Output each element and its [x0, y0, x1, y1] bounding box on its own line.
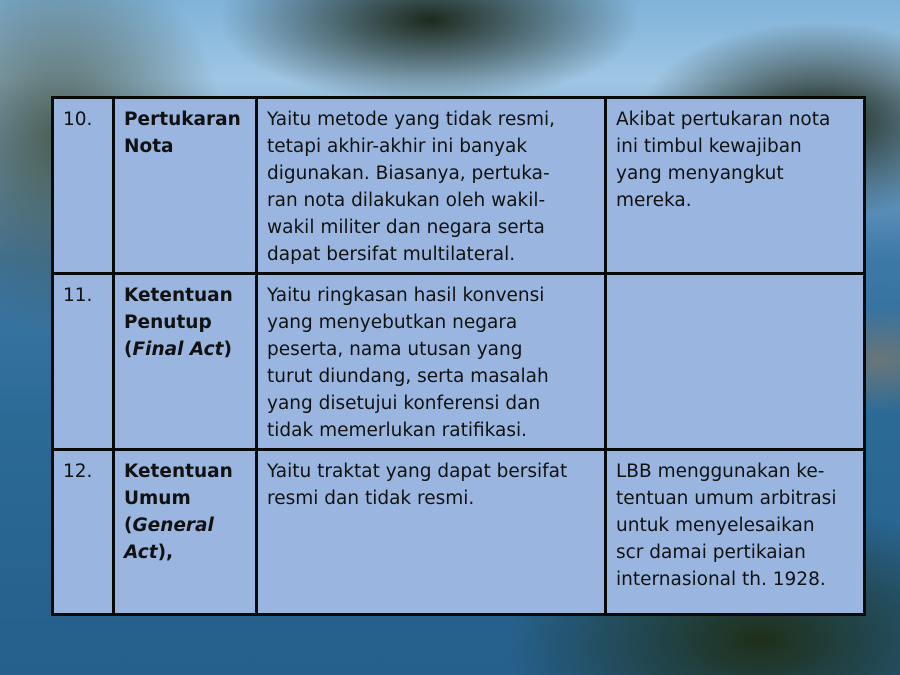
- row-term: [114, 450, 257, 615]
- result-line: ini timbul kewajiban: [616, 136, 802, 157]
- treaty-types-table: [51, 96, 866, 616]
- result-line: yang menyangkut: [616, 163, 784, 184]
- description-line: tidak memerlukan ratifikasi.: [267, 420, 528, 441]
- row-description: [257, 98, 606, 274]
- term-line: Nota: [124, 136, 174, 157]
- row-number: 10.: [53, 98, 114, 274]
- term-line: Penutup: [124, 312, 212, 333]
- row-result: [606, 274, 865, 450]
- row-term: [114, 98, 257, 274]
- result-line: internasional th. 1928.: [616, 569, 826, 590]
- description-line: tetapi akhir-akhir ini banyak: [267, 136, 528, 157]
- term-line: Pertukaran: [124, 109, 241, 130]
- description-line: resmi dan tidak resmi.: [267, 488, 475, 509]
- term-line: Umum: [124, 488, 191, 509]
- result-line: tentuan umum arbitrasi: [616, 488, 837, 509]
- term-italic: Act: [124, 542, 158, 563]
- description-line: Yaitu ringkasan hasil konvensi: [267, 285, 545, 306]
- term-paren: (: [124, 515, 133, 536]
- description-line: wakil militer dan negara serta: [267, 217, 545, 238]
- description-line: peserta, nama utusan yang: [267, 339, 523, 360]
- term-line: Ketentuan: [124, 461, 233, 482]
- description-line: ran nota dilakukan oleh wakil-: [267, 190, 546, 211]
- result-line: mereka.: [616, 190, 692, 211]
- description-line: digunakan. Biasanya, pertuka-: [267, 163, 550, 184]
- row-result: [606, 98, 865, 274]
- term-line: Ketentuan: [124, 285, 233, 306]
- row-description: [257, 450, 606, 615]
- table-row: [53, 98, 865, 274]
- result-line: untuk menyelesaikan: [616, 515, 815, 536]
- description-line: yang disetujui konferensi dan: [267, 393, 541, 414]
- result-line: LBB menggunakan ke-: [616, 461, 825, 482]
- term-italic: General: [132, 515, 214, 536]
- row-description: [257, 274, 606, 450]
- term-paren: (: [124, 339, 133, 360]
- term-paren: ),: [157, 542, 174, 563]
- term-paren: ): [223, 339, 232, 360]
- description-line: dapat bersifat multilateral.: [267, 244, 516, 265]
- row-result: [606, 450, 865, 615]
- result-line: scr damai pertikaian: [616, 542, 806, 563]
- term-italic: Final Act: [132, 339, 224, 360]
- row-number: 12.: [53, 450, 114, 615]
- row-number: 11.: [53, 274, 114, 450]
- table-row: [53, 274, 865, 450]
- table-row: [53, 450, 865, 615]
- description-line: Yaitu metode yang tidak resmi,: [267, 109, 556, 130]
- row-term: [114, 274, 257, 450]
- result-line: Akibat pertukaran nota: [616, 109, 831, 130]
- description-line: turut diundang, serta masalah: [267, 366, 549, 387]
- description-line: Yaitu traktat yang dapat bersifat: [267, 461, 568, 482]
- description-line: yang menyebutkan negara: [267, 312, 518, 333]
